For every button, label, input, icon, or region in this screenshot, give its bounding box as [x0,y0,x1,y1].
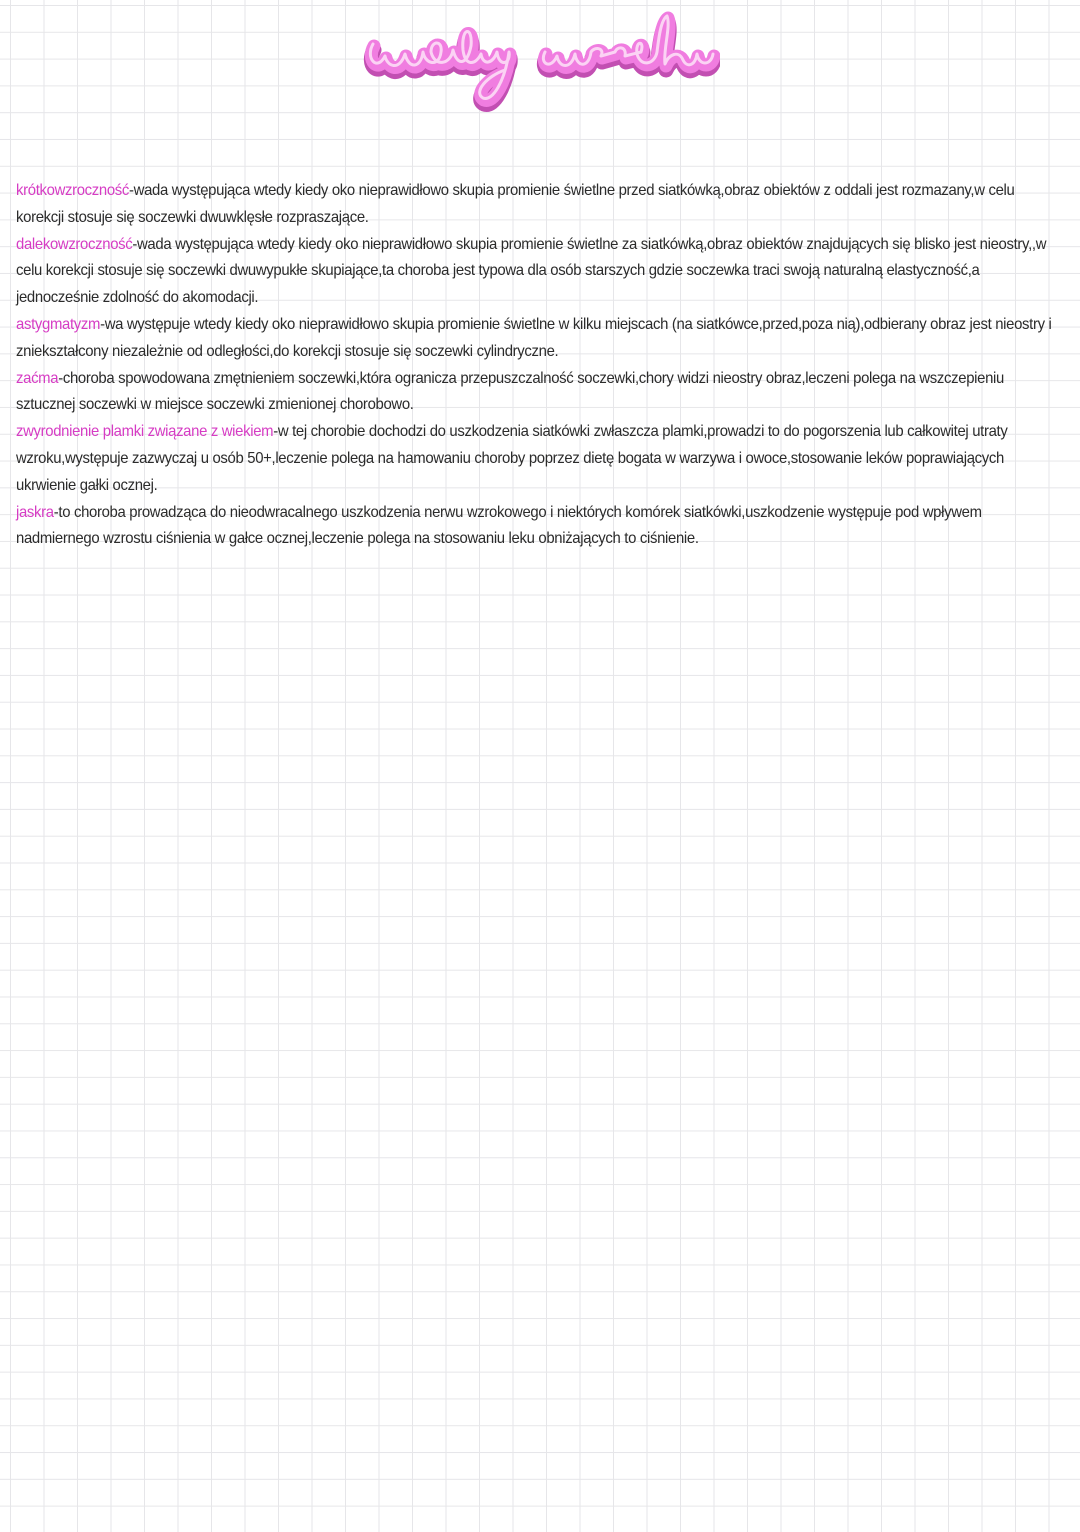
definition: -to choroba prowadząca do nieodwracalnego uszkodzenia nerwu wzrokowego i niektórych komórek siatkówki,uszkodzenie występuje pod wpływem nadmiernego wzrostu ciśnienia w gałce ocznej,leczenie polega na stosowaniu leku obniżających to ciśnienie. [16,503,982,548]
definition: -wada występująca wtedy kiedy oko nieprawidłowo skupia promienie świetlne przed siatkówką,obraz obiektów z oddali jest rozmazany,w celu korekcji stosuje się soczewki dwuwklęsłe rozpraszające. [16,182,1015,226]
term: krótkowzroczność [16,182,130,199]
entry-hyperopia [16,232,1058,312]
entry-astigmatism [16,312,1058,366]
definition: -wada występująca wtedy kiedy oko nieprawidłowo skupia promienie świetlne za siatkówką,obraz obiektów znajdujących się blisko jest nieostry,,w celu korekcji stosuje się soczewki dwuwypukłe skupiające,ta choroba jest typowa dla osób starszych gdzie soczewka traci swoją naturalną elastyczność,a jednocześnie zdolność do akomodacji. [16,235,1047,307]
definition: -w tej chorobie dochodzi do uszkodzenia siatkówki zwłaszcza plamki,prowadzi to do pogorszenia lub całkowitej utraty wzroku,występuje zazwyczaj u osób 50+,leczenie polega na hamowaniu choroby poprzez dietę bogata w warzywa i owoce,stosowanie leków poprawiających ukrwienie gałki ocznej. [16,423,1008,494]
title-word-2 [544,18,714,68]
term: jaskra [16,503,54,521]
handwritten-title-lettering [360,8,720,118]
definition: -choroba spowodowana zmętnieniem soczewki,która ogranicza przepuszczalność soczewki,chory widzi nieostry obraz,leczeni polega na wszczepieniu sztucznej soczewki w miejsce soczewki zmienionej chorobowo. [16,369,1004,414]
entry-glaucoma [16,500,1058,554]
definition: -wa występuje wtedy kiedy oko nieprawidłowo skupia promienie świetlne w kilku miejscach (na siatkówce,przed,poza nią),odbierany obraz jest nieostry i zniekształcony niezależnie od odległości,do korekcji stosuje się soczewki cylindryczne. [16,315,1052,360]
term: astygmatyzm [16,315,101,333]
entry-myopia [16,178,1058,232]
entry-macular-degeneration [16,419,1058,499]
notes-body [16,178,1058,553]
term: zaćma [16,369,59,387]
entry-cataract [16,366,1058,420]
term: dalekowzroczność [16,235,133,253]
page-title [0,0,1080,120]
term: zwyrodnienie plamki związane z wiekiem [16,423,274,441]
